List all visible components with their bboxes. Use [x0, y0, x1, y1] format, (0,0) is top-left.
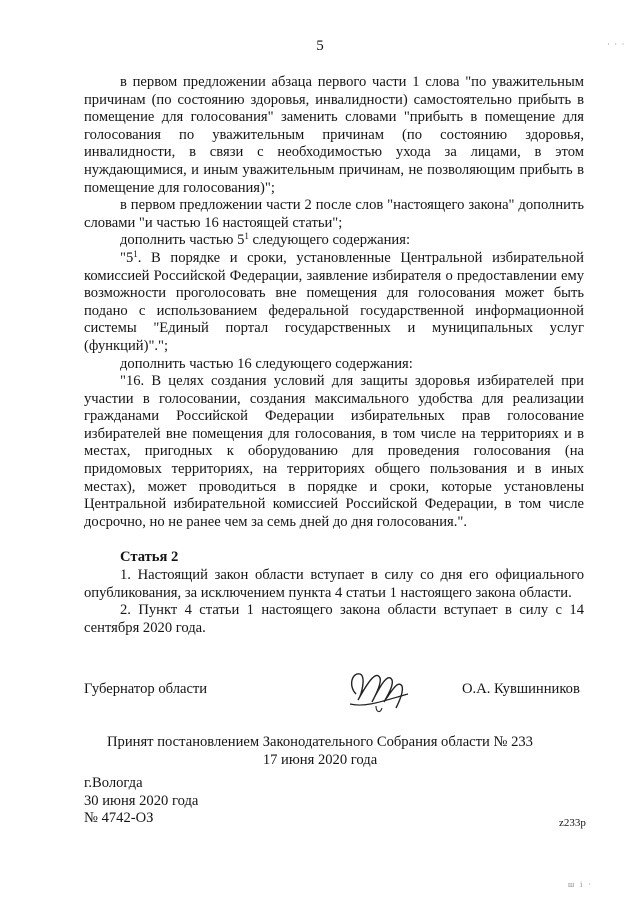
place-date-number: [84, 775, 198, 828]
paragraph-3-text: дополнить частью 5: [120, 232, 245, 249]
paragraph-5: дополнить частью 16 следующего содержания:: [120, 355, 413, 372]
paragraph-3: [84, 232, 584, 250]
paragraph-4: [84, 250, 584, 356]
paragraph-4-tail: . В порядке и сроки, установленные Центральной избирательной комиссией Российской Федерации, заявление избирателя о предоставлении ему возможности проголосовать вне помещения для голосования может быть подано с использованием федеральной государственной информационной системы "Единый портал государственных и муниципальных услуг (функций)".";: [84, 249, 584, 354]
superscript-1: 1: [244, 231, 249, 242]
adoption-line-2: 17 июня 2020 года: [262, 751, 378, 768]
corner-scan-mark: · · ·: [607, 39, 626, 49]
article-2-paragraph-2: 2. Пункт 4 статьи 1 настоящего закона области вступает в силу с 14 сентября 2020 года.: [84, 602, 584, 636]
paragraph-3-tail: следующего содержания:: [248, 232, 411, 249]
governor-title: Губернатор области: [84, 681, 208, 697]
paragraph-6: "16. В целях создания условий для защиты здоровья избирателей при участии в голосовании, создания максимального удобства для реализации гражданами Российской Федерации избирательных прав голосование избирателей вне помещения для голосования, в том числе на территориях и в местах, пригодных к оборудованию для проведения голосования (на придомовых территориях, на территориях общего пользования и в иных местах), может проводиться в порядке и сроки, которые установлены Центральной избирательной комиссией Российской Федерации, в том числе досрочно, но не ранее чем за семь дней до дня голосования.".: [84, 373, 584, 530]
signing-date: 30 июня 2020 года: [84, 792, 199, 809]
paragraph-4-text: "5: [120, 249, 134, 266]
article-2-title: Статья 2: [120, 549, 179, 566]
adoption-note: [0, 734, 640, 769]
law-body-text: [84, 74, 584, 637]
governor-name: О.А. Кувшинников: [462, 681, 580, 697]
paragraph-1: в первом предложении абзаца первого части 1 слова "по уважительным причинам (по состоянию здоровья, инвалидности) самостоятельно прибыть в помещение для голосования" заменить словами "прибыть в помещение для голосования по уважительным причинам (по состоянию здоровья, инвалидности, в связи с необходимостью ухода за лицами, в этом нуждающимися, и иным уважительным причинам, не позволяющим прибыть в помещение для голосования)";: [84, 74, 584, 196]
document-code: z233p: [559, 817, 586, 829]
city: г.Вологда: [84, 775, 143, 791]
article-2-paragraph-1: 1. Настоящий закон области вступает в силу со дня его официального опубликования, за исключением пункта 4 статьи 1 настоящего закона области.: [84, 567, 584, 601]
handwritten-signature: [346, 664, 412, 716]
adoption-line-1: Принят постановлением Законодательного Собрания области № 233: [107, 734, 533, 750]
page-number: 5: [316, 38, 324, 54]
footer-scan-mark: ш і ·: [568, 880, 594, 889]
superscript-1b: 1: [133, 248, 138, 259]
paragraph-2: в первом предложении части 2 после слов "настоящего закона" дополнить словами "и частью 16 настоящей статьи";: [84, 197, 584, 231]
law-number: № 4742-ОЗ: [84, 810, 154, 827]
